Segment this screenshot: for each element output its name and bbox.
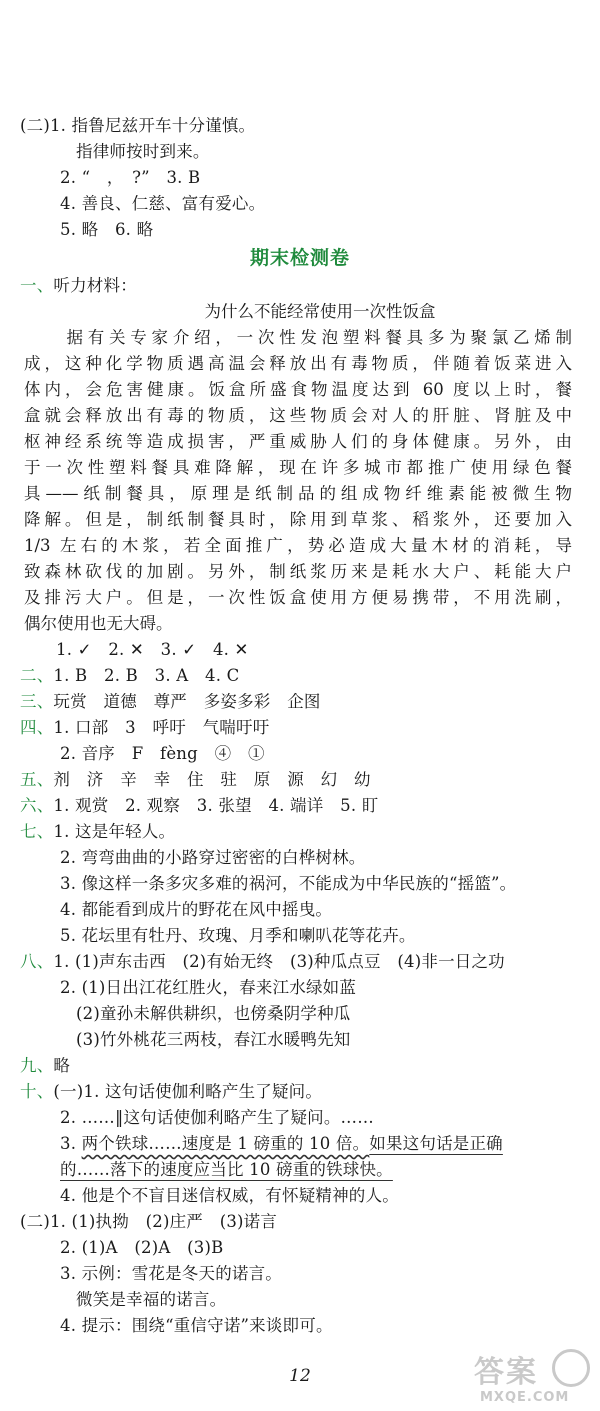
- section-7-line-4: 4. 都能看到成片的野花在风中摇曳。: [60, 900, 333, 919]
- wavy-underlined-text: 两个铁球……速度是 1 磅重的 10 倍。: [81, 1134, 370, 1153]
- section-9: [20, 1053, 600, 1079]
- section-2: [20, 663, 600, 689]
- watermark-logo: [474, 1347, 592, 1405]
- prev-q2-1b: 指律师按时到来。: [76, 142, 210, 161]
- section-5-label: 五、: [20, 770, 54, 789]
- passage-line: 及排污大户。但是，一次性饭盒使用方便易携带，不用洗刷，: [24, 588, 572, 607]
- section-5-text: 剂 济 辛 幸 住 驻 原 源 幻 幼: [53, 770, 371, 789]
- underlined-text: 如果这句话是正确: [369, 1134, 503, 1153]
- passage-line: 据有关专家介绍，一次性发泡塑料餐具多为聚氯乙烯制: [24, 328, 572, 347]
- passage-line: 枢神经系统等造成损害，严重威胁人们的身体健康。另外，由: [24, 432, 572, 451]
- passage-line: 致森林砍伐的加剧。另外，制纸浆历来是耗水大户、耗能大户: [24, 562, 572, 581]
- watermark-site: MXQE.COM: [480, 1390, 570, 1405]
- section-1: [20, 273, 600, 299]
- section-3: [20, 689, 600, 715]
- section-7-line-5: 5. 花坛里有牡丹、玫瑰、月季和喇叭花等花卉。: [60, 926, 416, 945]
- section-10: [20, 1079, 600, 1105]
- section-10-part-2-line-3: 3. 示例：雪花是冬天的诺言。: [60, 1264, 282, 1283]
- section-10-part-2-line-2: 2. (1)A (2)A (3)B: [60, 1238, 224, 1257]
- passage-line: 于一次性塑料餐具难降解，现在许多城市都推广使用绿色餐: [24, 458, 572, 477]
- section-8: [20, 949, 600, 975]
- passage-line: 盒就会释放出有毒的物质，这些物质会对人的肝脏、肾脏及中: [24, 406, 572, 425]
- section-7: [20, 819, 600, 845]
- section-1-text: 听力材料：: [53, 276, 137, 295]
- prev-q2-4: 4. 善良、仁慈、富有爱心。: [60, 194, 266, 213]
- section-6-label: 六、: [20, 796, 54, 815]
- underlined-text-2: 的……落下的速度应当比 10 磅重的铁球快。: [60, 1160, 393, 1179]
- section-6-text: 1. 观赏 2. 观察 3. 张望 4. 端详 5. 盯: [53, 796, 379, 815]
- section-10-line-3: [60, 1131, 600, 1157]
- section-10-line-5: 4. 他是个不盲目迷信权威，有怀疑精神的人。: [60, 1186, 399, 1205]
- section-8-line-1: 1. (1)声东击西 (2)有始无终 (3)种瓜点豆 (4)非一日之功: [53, 952, 505, 971]
- section-4-label: 四、: [20, 718, 54, 737]
- section-7-line-1: 1. 这是年轻人。: [53, 822, 176, 841]
- section-1-answers: 1. ✓ 2. ✕ 3. ✓ 4. ✕: [56, 640, 249, 659]
- section-10-part-2-line-4: 微笑是幸福的诺言。: [76, 1290, 227, 1309]
- passage-line: 1/3 左右的木浆，若全面推广，势必造成大量木材的消耗，导: [24, 536, 572, 555]
- section-8-line-3: (2)童孙未解供耕织，也傍桑阴学种瓜: [76, 1004, 351, 1023]
- passage-line: 具——纸制餐具，原理是纸制品的组成物纤维素能被微生物: [24, 484, 572, 503]
- page-number: 12: [289, 1366, 311, 1386]
- section-2-label: 二、: [20, 666, 54, 685]
- passage-line: 体内，会危害健康。饭盒所盛食物温度达到 60 度以上时，餐: [24, 380, 572, 399]
- section-7-label: 七、: [20, 822, 54, 841]
- section-10-line-2: 2. ……‖这句话使伽利略产生了疑问。……: [60, 1108, 374, 1127]
- passage-line: 偶尔使用也无大碍。: [24, 614, 173, 633]
- section-10-part-2-line-1: (二)1. (1)执拗 (2)庄严 (3)诺言: [20, 1212, 278, 1231]
- section-4-line-1: 1. 口部 3 呼吁 气喘吁吁: [53, 718, 270, 737]
- section-8-label: 八、: [20, 952, 54, 971]
- section-10-line-3-num: 3.: [60, 1134, 82, 1153]
- section-4: [20, 715, 600, 741]
- section-7-line-2: 2. 弯弯曲曲的小路穿过密密的白桦树林。: [60, 848, 366, 867]
- section-10-line-1: (一)1. 这句话使伽利略产生了疑问。: [53, 1082, 323, 1101]
- watermark-circle-icon: [552, 1349, 590, 1387]
- section-10-part-2-line-5: 4. 提示：围绕“重信守诺”来谈即可。: [60, 1316, 333, 1335]
- prev-q2-1: (二)1. 指鲁尼兹开车十分谨慎。: [20, 116, 256, 135]
- section-8-line-4: (3)竹外桃花三两枝，春江水暖鸭先知: [76, 1030, 351, 1049]
- section-4-line-2: 2. 音序 F fèng ④ ①: [60, 744, 265, 763]
- section-10-label: 十、: [20, 1082, 54, 1101]
- prev-q2-2: 2. “ ， ?” 3. B: [60, 168, 201, 187]
- page-title: 期末检测卷: [249, 247, 350, 269]
- passage-line: 降解。但是，制纸制餐具时，除用到草浆、稻浆外，还要加入: [24, 510, 572, 529]
- section-6: [20, 793, 600, 819]
- section-7-line-3: 3. 像这样一条多灾多难的祸河，不能成为中华民族的“摇篮”。: [60, 874, 517, 893]
- section-10-line-4: [60, 1157, 600, 1183]
- section-5: [20, 767, 600, 793]
- watermark-text: 答案: [474, 1355, 538, 1390]
- section-2-text: 1. B 2. B 3. A 4. C: [53, 666, 240, 685]
- section-1-label: 一、: [20, 276, 54, 295]
- passage-line: 成，这种化学物质遇高温会释放出有毒物质，伴随着饭菜进入: [24, 354, 572, 373]
- section-3-label: 三、: [20, 692, 54, 711]
- section-9-label: 九、: [20, 1056, 54, 1075]
- section-3-text: 玩赏 道德 尊严 多姿多彩 企图: [53, 692, 321, 711]
- section-8-line-2: 2. (1)日出江花红胜火，春来江水绿如蓝: [60, 978, 357, 997]
- section-9-text: 略: [53, 1056, 71, 1075]
- prev-q2-5: 5. 略 6. 略: [60, 220, 154, 239]
- passage-title: 为什么不能经常使用一次性饭盒: [204, 302, 436, 321]
